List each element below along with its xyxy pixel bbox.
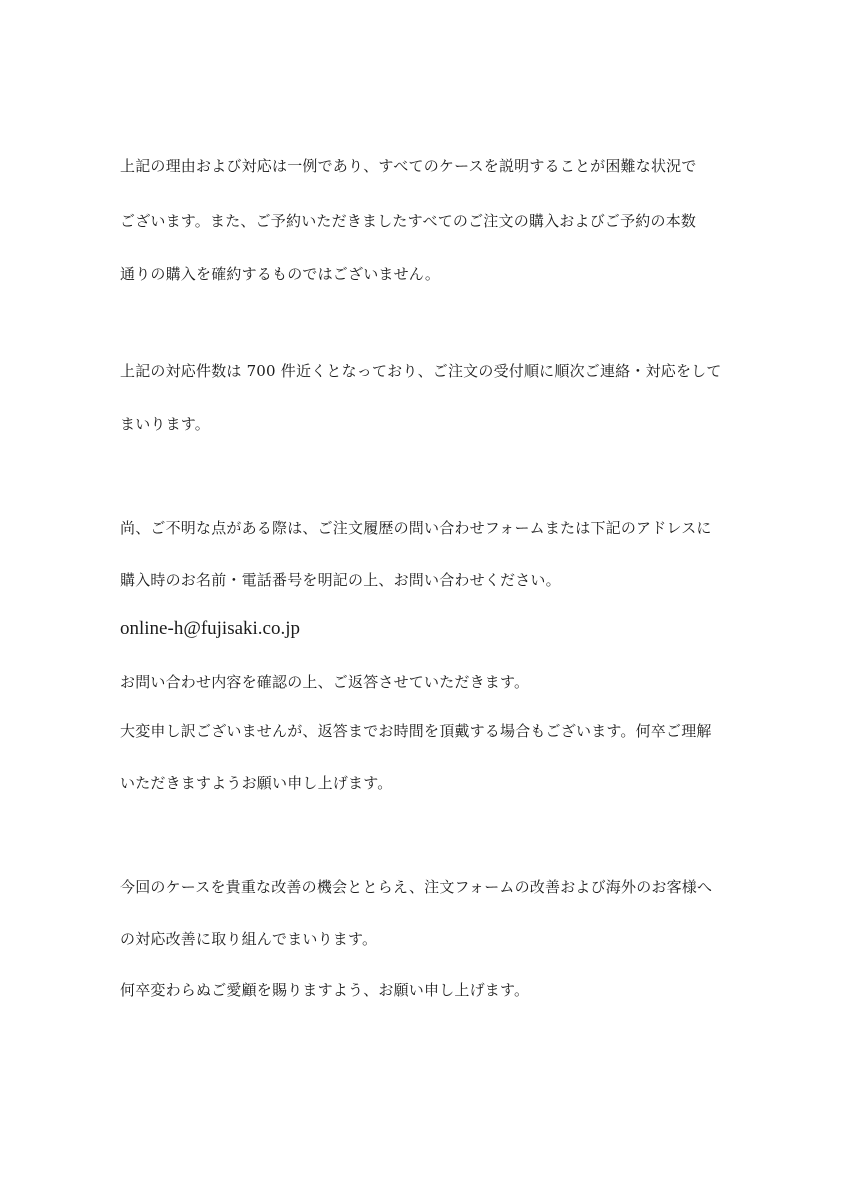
- paragraph-1-line-3: 通りの購入を確約するものではございません。: [120, 265, 441, 283]
- paragraph-3-line-5: いただきますようお願い申し上げます。: [120, 774, 393, 792]
- paragraph-2-line-2: まいります。: [120, 415, 211, 433]
- paragraph-3-line-4: 大変申し訳ございませんが、返答までお時間を頂戴する場合もございます。何卒ご理解: [120, 722, 712, 740]
- paragraph-4-line-2: の対応改善に取り組んでまいります。: [120, 930, 378, 948]
- paragraph-4-line-1: 今回のケースを貴重な改善の機会ととらえ、注文フォームの改善および海外のお客様へ: [120, 878, 713, 896]
- paragraph-2-line-1: 上記の対応件数は 700 件近くとなっており、ご注文の受付順に順次ご連絡・対応をして: [120, 362, 722, 380]
- contact-email[interactable]: online-h@fujisaki.co.jp: [120, 618, 301, 639]
- paragraph-1-line-2: ございます。また、ご予約いただきましたすべてのご注文の購入およびご予約の本数: [120, 212, 697, 230]
- paragraph-3-line-3: お問い合わせ内容を確認の上、ご返答させていただきます。: [120, 673, 530, 691]
- paragraph-3-line-2: 購入時のお名前・電話番号を明記の上、お問い合わせください。: [120, 571, 561, 589]
- paragraph-1-line-1: 上記の理由および対応は一例であり、すべてのケースを説明することが困難な状況で: [120, 157, 697, 175]
- paragraph-3-line-1: 尚、ご不明な点がある際は、ご注文履歴の問い合わせフォームまたは下記のアドレスに: [120, 519, 712, 537]
- paragraph-4-line-3: 何卒変わらぬご愛顧を賜りますよう、お願い申し上げます。: [120, 981, 530, 999]
